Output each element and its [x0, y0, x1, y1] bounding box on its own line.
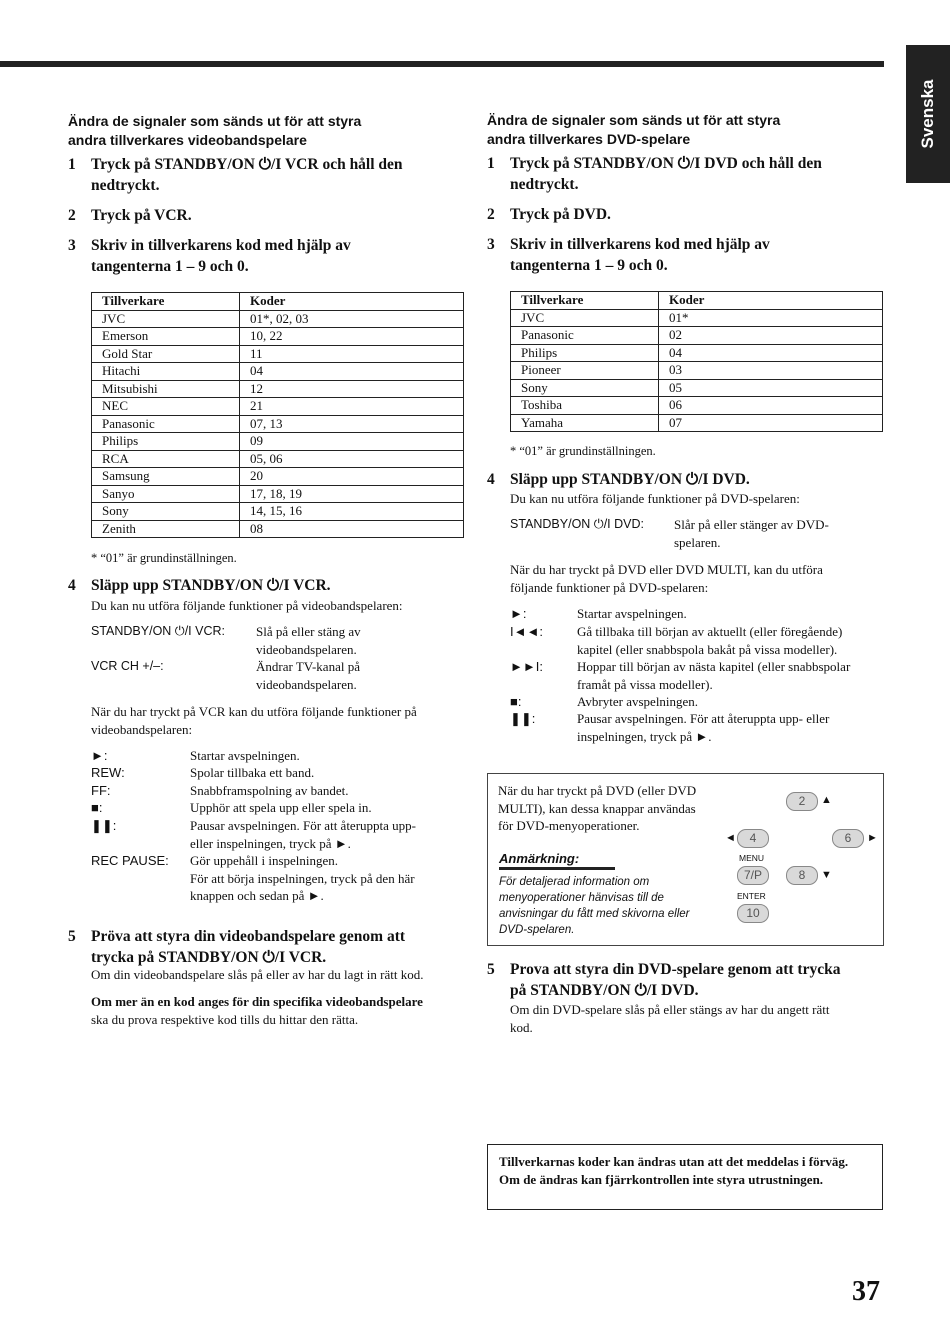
menu-box-line: När du har tryckt på DVD (eller DVD	[498, 783, 697, 798]
op-key: ►:	[91, 748, 108, 763]
step-text: Släpp upp STANDBY/ON ⏻/I VCR.	[91, 577, 331, 594]
op-key: ■:	[510, 694, 522, 709]
code-cell: 21	[240, 398, 464, 416]
op-desc: Spolar tillbaka ett band.	[190, 765, 315, 780]
func-desc: videobandspelaren.	[256, 641, 357, 657]
op-desc: För att börja inspelningen, tryck på den här	[190, 870, 415, 886]
op-key: REC PAUSE:	[91, 853, 169, 868]
menu-box-line: för DVD-menyoperationer.	[498, 818, 640, 833]
maker-cell: JVC	[511, 309, 659, 327]
menu-box-line: MULTI), kan dessa knappar användas	[498, 800, 696, 816]
code-cell: 03	[659, 362, 883, 380]
maker-cell: JVC	[92, 310, 240, 328]
op-row	[91, 799, 471, 817]
note-line: För detaljerad information om	[499, 876, 650, 888]
left-step-2	[68, 205, 468, 227]
note-line: anvisningar du fått med skivorna eller	[499, 908, 690, 920]
op-desc: Startar avspelningen.	[190, 748, 300, 763]
arrow-right-icon: ►	[867, 832, 878, 844]
step-text: trycka på STANDBY/ON ⏻/I VCR.	[91, 949, 327, 966]
column-header: Koder	[240, 293, 464, 311]
step-number: 4	[487, 471, 495, 488]
maker-cell: Sony	[511, 379, 659, 397]
step-number: 2	[68, 207, 76, 224]
table-row	[92, 328, 464, 346]
maker-cell: Philips	[92, 433, 240, 451]
code-cell: 04	[659, 344, 883, 362]
table-row	[92, 450, 464, 468]
maker-cell: Toshiba	[511, 397, 659, 415]
code-cell: 04	[240, 363, 464, 381]
func-key: STANDBY/ON ⏻/I VCR:	[91, 624, 225, 638]
note-title: Anmärkning:	[499, 851, 615, 870]
op-desc: eller inspelningen, tryck på ►.	[190, 835, 351, 851]
right-step-1	[487, 153, 887, 197]
enter-label: ENTER	[737, 891, 766, 901]
op-desc: Pausar avspelningen. För att återuppta upp- eller	[577, 711, 830, 726]
paragraph-line: videobandspelaren:	[91, 721, 193, 737]
right-after-dvd	[510, 561, 890, 596]
func-desc: Slå på eller stäng av	[256, 624, 361, 639]
maker-cell: Philips	[511, 344, 659, 362]
op-row	[91, 852, 471, 906]
op-desc: Startar avspelningen.	[577, 606, 687, 621]
right-heading-line2: andra tillverkares DVD-spelare	[487, 131, 691, 147]
maker-cell: Pioneer	[511, 362, 659, 380]
left-step4-sub: Du kan nu utföra följande funktioner på videobandspelaren:	[91, 598, 403, 613]
table-row	[92, 380, 464, 398]
paragraph-line: När du har tryckt på DVD eller DVD MULTI, kan du utföra	[510, 562, 823, 577]
code-cell: 05, 06	[240, 450, 464, 468]
op-row	[91, 764, 471, 782]
table-header-row	[92, 293, 464, 311]
table-row	[92, 520, 464, 538]
code-cell: 02	[659, 327, 883, 345]
step-text: nedtryckt.	[91, 177, 160, 194]
step-number: 4	[68, 577, 76, 594]
code-cell: 11	[240, 345, 464, 363]
left-after-vcr	[91, 703, 471, 738]
paragraph-line: När du har tryckt på VCR kan du utföra följande funktioner på	[91, 704, 417, 719]
op-key: I◄◄:	[510, 624, 543, 639]
op-desc: Avbryter avspelningen.	[577, 694, 699, 709]
left-step-5	[68, 926, 468, 970]
func-desc: Slår på eller stänger av DVD-	[674, 517, 829, 532]
step-text: Skriv in tillverkarens kod med hjälp av	[91, 237, 351, 254]
left-extra-note	[91, 993, 471, 1028]
func-row-standby-dvd	[510, 516, 885, 552]
code-cell: 01*, 02, 03	[240, 310, 464, 328]
maker-cell: Mitsubishi	[92, 380, 240, 398]
func-row-ch	[91, 658, 471, 694]
table-row	[511, 379, 883, 397]
table-row	[92, 503, 464, 521]
func-desc: Ändrar TV-kanal på	[256, 659, 360, 674]
maker-cell: Gold Star	[92, 345, 240, 363]
left-heading	[68, 112, 468, 150]
menu-label: MENU	[739, 853, 765, 863]
op-key: REW:	[91, 765, 125, 780]
step-text: Tryck på STANDBY/ON ⏻/I DVD och håll den	[510, 155, 822, 172]
code-cell: 12	[240, 380, 464, 398]
op-desc: Pausar avspelningen. För att återuppta upp-	[190, 818, 416, 833]
op-key: ►►I:	[510, 659, 543, 674]
maker-cell: Zenith	[92, 520, 240, 538]
button-8: 8	[786, 866, 818, 885]
code-cell: 05	[659, 379, 883, 397]
code-cell: 07	[659, 414, 883, 432]
button-6: 6	[832, 829, 864, 848]
code-cell: 17, 18, 19	[240, 485, 464, 503]
step-text: nedtryckt.	[510, 176, 579, 193]
step-text: tangenterna 1 – 9 och 0.	[91, 258, 249, 275]
step-text: tangenterna 1 – 9 och 0.	[510, 257, 668, 274]
op-desc: framåt på vissa modeller).	[577, 676, 713, 692]
language-tab-label: Svenska	[918, 79, 937, 149]
dvd-code-table	[510, 291, 883, 432]
button-4: 4	[737, 829, 769, 848]
func-key: STANDBY/ON ⏻/I DVD:	[510, 517, 644, 531]
code-cell: 01*	[659, 309, 883, 327]
step-number: 1	[487, 155, 495, 172]
step-text: Prova att styra din DVD-spelare genom att trycka	[510, 961, 841, 978]
op-desc: Gå tillbaka till början av aktuellt (eller föregående)	[577, 624, 843, 639]
table-row	[511, 362, 883, 380]
button-10: 10	[737, 904, 769, 923]
step-number: 1	[68, 156, 76, 173]
maker-cell: Emerson	[92, 328, 240, 346]
right-step5-sub	[510, 1001, 885, 1036]
column-header: Tillverkare	[511, 292, 659, 310]
arrow-down-icon: ▼	[821, 869, 832, 881]
step-number: 3	[68, 237, 76, 254]
dvd-menu-box	[487, 773, 884, 946]
func-desc: spelaren.	[674, 534, 721, 550]
table-row	[92, 345, 464, 363]
note-line: DVD-spelaren.	[499, 924, 575, 936]
step-number: 5	[487, 961, 495, 978]
table-row	[511, 309, 883, 327]
func-key: VCR CH +/–:	[91, 659, 164, 673]
op-desc: Snabbframspolning av bandet.	[190, 783, 349, 798]
left-step-4	[68, 575, 468, 597]
op-key: ■:	[91, 800, 103, 815]
right-step4-sub: Du kan nu utföra följande funktioner på DVD-spelaren:	[510, 491, 800, 506]
step-text: Skriv in tillverkarens kod med hjälp av	[510, 236, 770, 253]
step-text: på STANDBY/ON ⏻/I DVD.	[510, 982, 699, 999]
extra-bold: Om mer än en kod anges för din specifika videobandspelare	[91, 994, 423, 1009]
op-desc: knappen och sedan på ►.	[190, 888, 324, 903]
op-row	[510, 710, 885, 746]
op-row	[91, 747, 471, 765]
note-body	[499, 874, 729, 938]
op-desc: Gör uppehåll i inspelningen.	[190, 853, 339, 868]
top-rule	[0, 61, 884, 67]
code-cell: 10, 22	[240, 328, 464, 346]
language-tab	[906, 45, 950, 183]
code-cell: 06	[659, 397, 883, 415]
right-heading-line1: Ändra de signaler som sänds ut för att styra	[487, 112, 781, 128]
op-row	[510, 693, 885, 711]
button-7p: 7/P	[737, 866, 769, 885]
code-cell: 20	[240, 468, 464, 486]
op-row	[91, 782, 471, 800]
code-cell: 09	[240, 433, 464, 451]
func-desc: videobandspelaren.	[256, 676, 357, 692]
op-desc: kapitel (eller snabbspola bakåt på vissa modeller).	[577, 641, 838, 657]
left-heading-line2: andra tillverkares videobandspelare	[68, 132, 307, 148]
paragraph-line: kod.	[510, 1019, 533, 1035]
paragraph-line: Om din DVD-spelare slås på eller stängs av har du angett rätt	[510, 1002, 830, 1017]
menu-box-text	[498, 782, 738, 835]
op-key: FF:	[91, 783, 111, 798]
warning-box: Tillverkarnas koder kan ändras utan att det meddelas i förväg. Om de ändras kan fjärrkontrollen inte styra utrustningen.	[487, 1144, 883, 1210]
maker-cell: NEC	[92, 398, 240, 416]
op-row	[91, 817, 471, 853]
op-row	[510, 605, 885, 623]
code-cell: 07, 13	[240, 415, 464, 433]
right-step-2	[487, 204, 887, 226]
op-desc: inspelningen, tryck på ►.	[577, 728, 712, 744]
column-header: Koder	[659, 292, 883, 310]
op-row	[510, 623, 885, 659]
table-row	[92, 415, 464, 433]
maker-cell: Sanyo	[92, 485, 240, 503]
right-heading	[487, 111, 887, 149]
table-row	[511, 414, 883, 432]
op-desc: Hoppar till början av nästa kapitel (eller snabbspolar	[577, 659, 851, 674]
maker-cell: Panasonic	[92, 415, 240, 433]
page-number: 37	[852, 1276, 880, 1307]
step-text: Tryck på DVD.	[510, 206, 611, 223]
right-footnote: * “01” är grundinställningen.	[510, 444, 656, 458]
code-cell: 08	[240, 520, 464, 538]
op-key: ❚❚:	[510, 711, 536, 726]
column-header: Tillverkare	[92, 293, 240, 311]
right-step-5	[487, 959, 887, 1003]
step-text: Släpp upp STANDBY/ON ⏻/I DVD.	[510, 471, 750, 488]
op-key: ❚❚:	[91, 818, 117, 833]
maker-cell: Hitachi	[92, 363, 240, 381]
table-row	[511, 327, 883, 345]
op-desc: Upphör att spela upp eller spela in.	[190, 800, 372, 815]
step-number: 5	[68, 928, 76, 945]
left-step-3	[68, 235, 468, 279]
step-text: Tryck på STANDBY/ON ⏻/I VCR och håll den	[91, 156, 403, 173]
right-step-3	[487, 234, 887, 278]
maker-cell: RCA	[92, 450, 240, 468]
func-row-standby	[91, 623, 471, 659]
paragraph-line: följande funktioner på DVD-spelaren:	[510, 579, 709, 595]
table-row	[92, 468, 464, 486]
maker-cell: Sony	[92, 503, 240, 521]
table-row	[92, 398, 464, 416]
step-text: Tryck på VCR.	[91, 207, 192, 224]
left-step5-sub: Om din videobandspelare slås på eller av har du lagt in rätt kod.	[91, 967, 424, 982]
table-header-row	[511, 292, 883, 310]
left-step-1	[68, 154, 468, 198]
code-cell: 14, 15, 16	[240, 503, 464, 521]
table-row	[92, 485, 464, 503]
step-text: Pröva att styra din videobandspelare genom att	[91, 928, 406, 945]
op-key: ►:	[510, 606, 527, 621]
left-footnote: * “01” är grundinställningen.	[91, 551, 237, 565]
vcr-code-table	[91, 292, 464, 538]
maker-cell: Samsung	[92, 468, 240, 486]
left-heading-line1: Ändra de signaler som sänds ut för att styra	[68, 113, 362, 129]
maker-cell: Yamaha	[511, 414, 659, 432]
arrow-left-icon: ◄	[725, 832, 736, 844]
arrow-up-icon: ▲	[821, 794, 832, 806]
table-row	[92, 363, 464, 381]
table-row	[511, 344, 883, 362]
step-number: 2	[487, 206, 495, 223]
right-step-4	[487, 469, 887, 491]
step-number: 3	[487, 236, 495, 253]
table-row	[92, 433, 464, 451]
extra-rest: ska du prova respektive kod tills du hittar den rätta.	[91, 1011, 359, 1027]
table-row	[511, 397, 883, 415]
op-row	[510, 658, 885, 694]
table-row	[92, 310, 464, 328]
button-2: 2	[786, 792, 818, 811]
note-line: menyoperationer hänvisas till de	[499, 892, 664, 904]
maker-cell: Panasonic	[511, 327, 659, 345]
